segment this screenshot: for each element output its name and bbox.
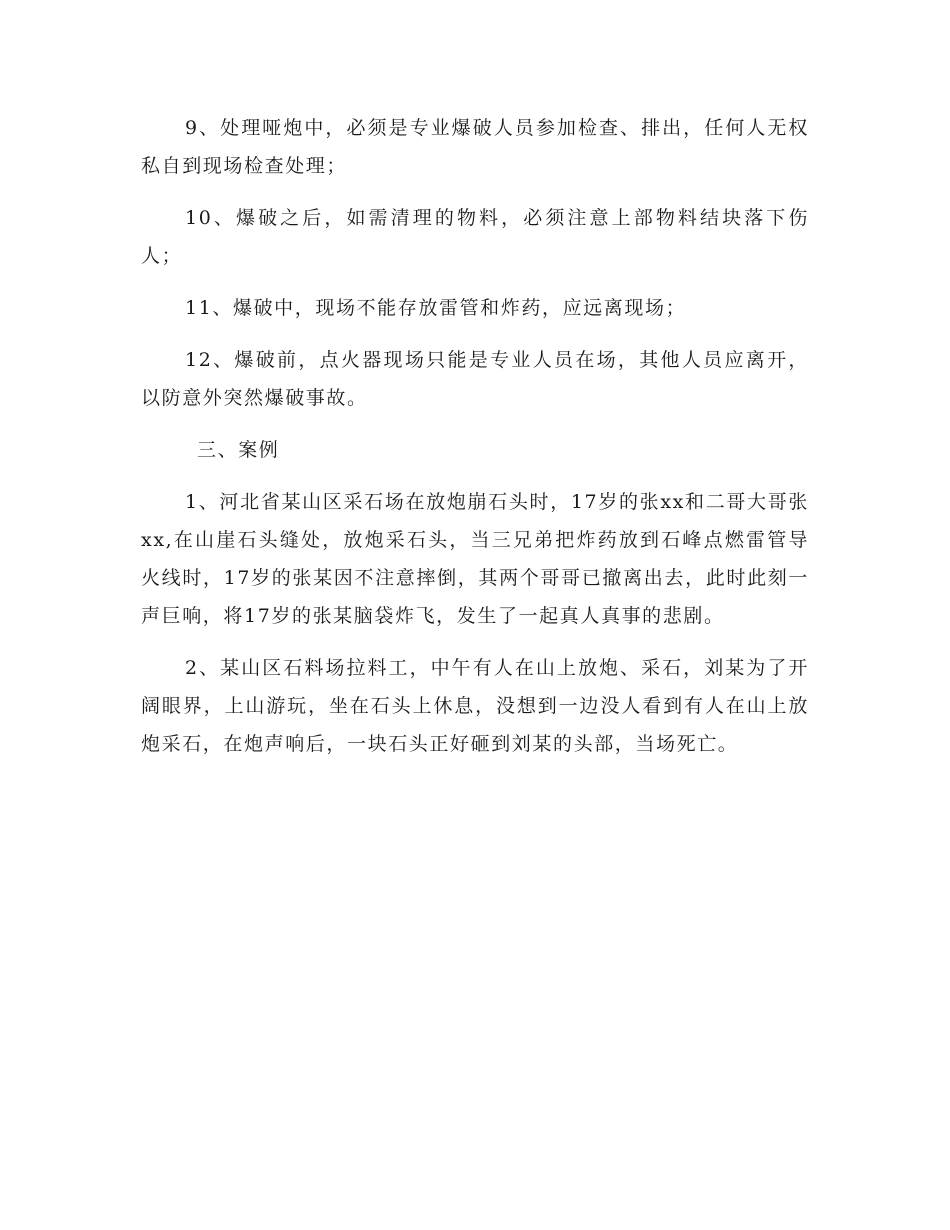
paragraph-item-11: 11、爆破中，现场不能存放雷管和炸药，应远离现场； [185, 297, 687, 319]
case-paragraph-2: 2、某山区石料场拉料工，中午有人在山上放炮、采石，刘某为了开阔眼界，上山游玩，坐在石头上休息，没想到一边没人看到有人在山上放炮采石，在炮声响后，一块石头正好砸到刘某的头部，当场死亡。 [141, 657, 809, 755]
paragraph-item-9: 9、处理哑炮中，必须是专业爆破人员参加检查、排出，任何人无权私自到现场检查处理； [141, 117, 809, 177]
paragraph-item-10: 10、爆破之后，如需清理的物料，必须注意上部物料结块落下伤人； [141, 207, 809, 267]
document-body [141, 109, 809, 763]
section-heading-cases: 三、案例 [197, 439, 280, 461]
case-paragraph-1: 1、河北省某山区采石场在放炮崩石头时，17岁的张xx和二哥大哥张xx,在山崖石头缝处，放炮采石头，当三兄弟把炸药放到石峰点燃雷管导火线时，17岁的张某因不注意摔倒，其两个哥哥已撤离出去，此时此刻一声巨响，将17岁的张某脑袋炸飞，发生了一起真人真事的悲剧。 [141, 491, 809, 627]
paragraph-item-12: 12、爆破前，点火器现场只能是专业人员在场，其他人员应离开，以防意外突然爆破事故。 [141, 349, 809, 409]
